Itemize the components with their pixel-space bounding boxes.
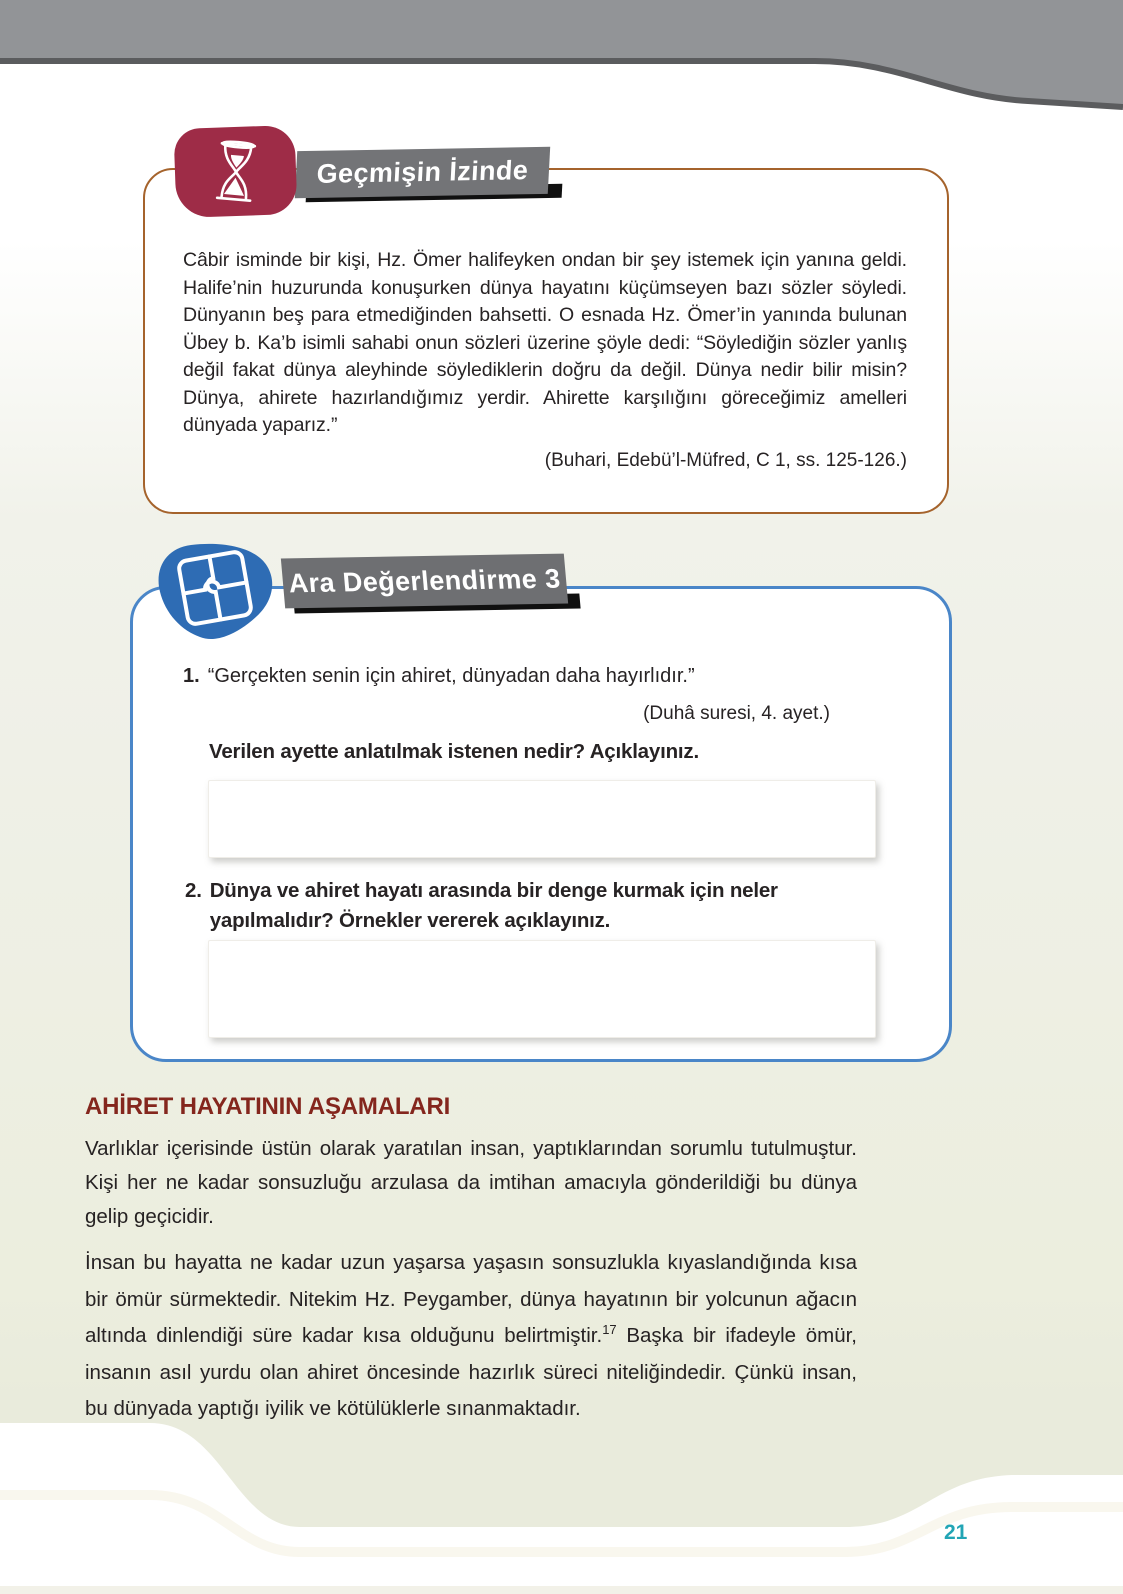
question-2-prompt: Dünya ve ahiret hayatı arasında bir denge kurmak için neler yapılmalıdır? Örnekler vererek açıklayınız. (209, 879, 778, 932)
answer-box-2[interactable] (208, 940, 876, 1038)
past-section-title: Geçmişin İzinde (315, 155, 530, 189)
article-heading: AHİRET HAYATININ AŞAMALARI (85, 1093, 451, 1120)
assessment-badge (153, 540, 278, 640)
hourglass-icon (173, 125, 297, 218)
question-1-number: 1. (183, 665, 200, 687)
question-1-prompt: Verilen ayette anlatılmak istenen nedir? Açıklayınız. (209, 740, 699, 763)
page-number: 21 (944, 1521, 968, 1544)
question-2-number: 2. (185, 879, 202, 902)
footnote-marker: 17 (602, 1322, 617, 1338)
past-badge (173, 125, 297, 218)
bottom-wave-decoration (0, 1400, 1123, 1594)
article-paragraph-2 (85, 1245, 857, 1428)
top-gray-band (0, 0, 1123, 112)
hadith-citation: (Buhari, Edebü’l-Müfred, C 1, ss. 125-126.) (544, 450, 907, 471)
past-banner (295, 147, 550, 198)
question-1 (183, 665, 893, 688)
paragraph-2-text: İnsan bu hayatta ne kadar uzun yaşarsa yaşasın sonsuzlukla kıyaslandığında kısa bir ömür sürmektedir. Nitekim Hz. Peygamber, dünya hayatının bir yolcunun ağacın altında dinlendiği süre kadar kısa olduğunu belirtmiştir. (85, 1251, 857, 1347)
question-1-citation: (Duhâ suresi, 4. ayet.) (643, 703, 830, 724)
paragraph-2-text-continued: Başka bir ifadeyle ömür, insanın asıl yurdu olan ahiret öncesinde hazırlık süreci niteliğindedir. Çünkü insan, bu dünyada yaptığı iyilik ve kötülüklerle sınanmaktadır. (85, 1324, 857, 1420)
question-2 (185, 876, 815, 936)
answer-box-1[interactable] (208, 780, 876, 858)
assessment-banner (281, 554, 568, 609)
hadith-body: Câbir isminde bir kişi, Hz. Ömer halifeyken ondan bir şey istemek için yanına geldi. Halife’nin huzurunda konuşurken dünya hayatını küçümseyen bazı sözler söyledi. Dünyanın beş para etmediğinden bahsetti. O esnada Hz. Ömer’in yanında bulunan Übey b. Ka’b isimli sahabi onun sözleri üzerine şöyle dedi: “Söylediğin sözler yanlış değil fakat dünya aleyhinde söylediklerin doğru da değil. Dünya nedir bilir misin? Dünya, ahirete hazırlandığımız yerdir. Ahirette karşılığını göreceğimiz amelleri dünyada yaparız.” (183, 249, 907, 436)
question-1-quote: “Gerçekten senin için ahiret, dünyadan daha hayırlıdır.” (207, 665, 695, 687)
article-paragraph-1: Varlıklar içerisinde üstün olarak yaratılan insan, yaptıklarından sorumlu tutulmuştur. Kişi her ne kadar sonsuzluğu arzulasa da imtihan amacıyla gönderildiği bu dünya gelip geçicidir. (85, 1137, 857, 1228)
assessment-section-title: Ara Değerlendirme 3 (287, 563, 562, 598)
